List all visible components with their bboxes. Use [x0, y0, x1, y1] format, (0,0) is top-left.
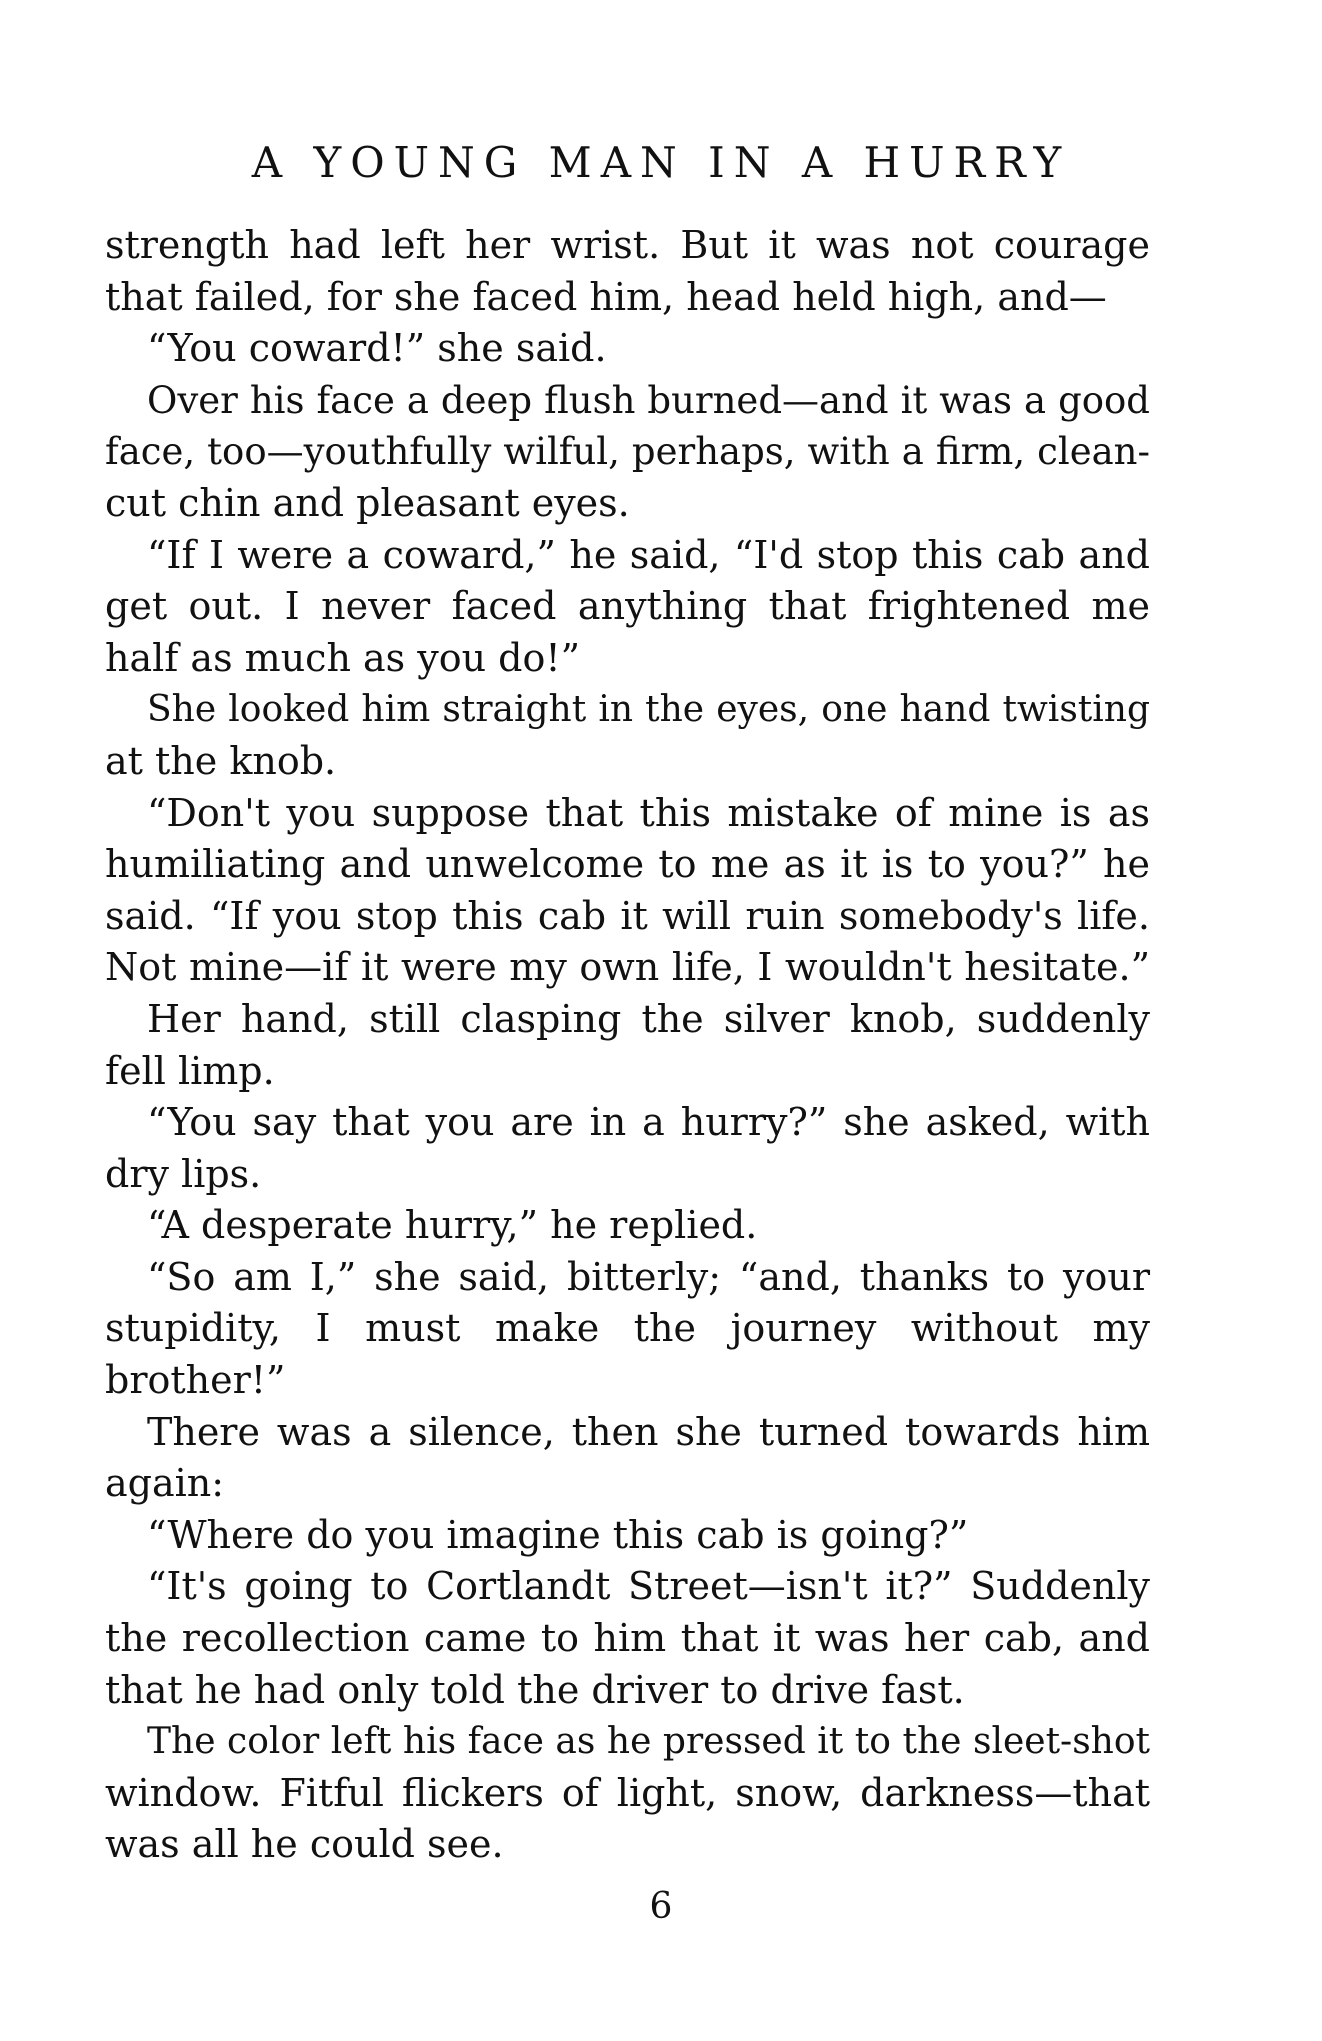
text-line: humiliating and unwelcome to me as it is to you?” he: [105, 842, 1150, 887]
text-line: strength had left her wrist. But it was not courage: [105, 223, 1150, 267]
running-head: A YOUNG MAN IN A HURRY: [251, 138, 1071, 187]
text-line: brother!”: [105, 1358, 286, 1403]
text-line: get out. I never faced anything that frightened me: [105, 584, 1150, 629]
text-line: The color left his face as he pressed it to the sleet-shot: [147, 1721, 1150, 1763]
text-line: the recollection came to him that it was her cab, and: [105, 1616, 1150, 1661]
text-line: face, too—youthfully wilful, perhaps, with a firm, clean-: [105, 430, 1150, 474]
text-line: said. “If you stop this cab it will ruin somebody's life.: [105, 893, 1150, 938]
text-line: window. Fitful flickers of light, snow, darkness—that: [105, 1770, 1150, 1815]
page-number: 6: [649, 1886, 673, 1927]
text-line: She looked him straight in the eyes, one hand twisting: [147, 689, 1150, 731]
text-line: Her hand, still clasping the silver knob, suddenly: [147, 996, 1150, 1041]
body-text: [105, 220, 1150, 1871]
text-line: stupidity, I must make the journey without my: [105, 1306, 1150, 1351]
text-line: “So am I,” she said, bitterly; “and, thanks to your: [147, 1254, 1150, 1299]
text-line: “If I were a coward,” he said, “I'd stop this cab and: [147, 532, 1150, 577]
text-line: again:: [105, 1461, 225, 1506]
text-line: Not mine—if it were my own life, I wouldn't hesitate.”: [105, 945, 1150, 990]
text-line: “Where do you imagine this cab is going?”: [147, 1512, 969, 1557]
text-line: half as much as you do!”: [105, 635, 581, 680]
text-line: at the knob.: [105, 738, 337, 783]
text-line: dry lips.: [105, 1151, 262, 1196]
text-line: that he had only told the driver to drive fast.: [105, 1667, 965, 1712]
text-line: fell limp.: [105, 1048, 275, 1093]
text-line: “You coward!” she said.: [147, 326, 607, 371]
text-line: There was a silence, then she turned towards him: [147, 1409, 1150, 1454]
text-line: cut chin and pleasant eyes.: [105, 480, 630, 525]
text-line: was all he could see.: [105, 1822, 504, 1867]
text-line: Over his face a deep flush burned—and it was a good: [147, 378, 1150, 422]
text-line: “You say that you are in a hurry?” she asked, with: [147, 1100, 1150, 1145]
text-line: “A desperate hurry,” he replied.: [147, 1203, 758, 1248]
text-line: that failed, for she faced him, head held high, and—: [105, 274, 1107, 319]
text-line: “It's going to Cortlandt Street—isn't it?” Suddenly: [147, 1564, 1150, 1609]
text-line: “Don't you suppose that this mistake of mine is as: [147, 790, 1150, 835]
